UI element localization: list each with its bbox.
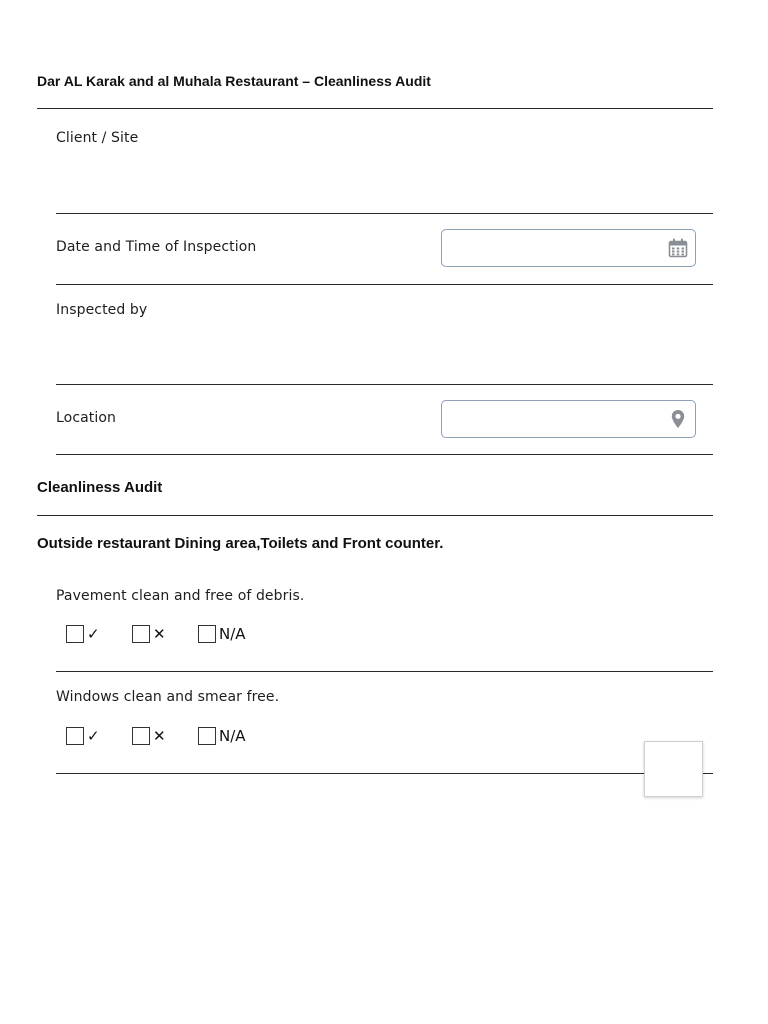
divider — [56, 454, 713, 455]
inspected-by-label: Inspected by — [56, 302, 148, 318]
map-pin-icon[interactable] — [668, 409, 688, 429]
divider — [37, 108, 713, 109]
question-text: Pavement clean and free of debris. — [56, 588, 305, 604]
check-mark-icon: ✓ — [87, 727, 100, 745]
divider — [56, 284, 713, 285]
floating-action-box[interactable] — [644, 741, 703, 797]
checkbox[interactable] — [198, 625, 216, 643]
calendar-icon[interactable] — [668, 238, 688, 258]
na-label: N/A — [219, 727, 246, 745]
cross-mark-icon: ✕ — [153, 625, 166, 643]
divider — [56, 384, 713, 385]
option-na[interactable] — [198, 623, 246, 645]
section-title-cleanliness-audit: Cleanliness Audit — [37, 479, 163, 496]
divider — [56, 213, 713, 214]
date-time-field[interactable] — [441, 229, 696, 267]
check-mark-icon: ✓ — [87, 625, 100, 643]
checkbox[interactable] — [66, 625, 84, 643]
document-title: Dar AL Karak and al Muhala Restaurant – Cleanliness Audit — [37, 73, 431, 89]
checkbox[interactable] — [132, 625, 150, 643]
location-field[interactable] — [441, 400, 696, 438]
section-title-outside: Outside restaurant Dining area,Toilets and Front counter. — [37, 535, 444, 552]
option-no[interactable] — [132, 623, 166, 645]
date-time-label: Date and Time of Inspection — [56, 239, 257, 255]
option-no[interactable] — [132, 725, 166, 747]
client-site-label: Client / Site — [56, 130, 139, 146]
checkbox[interactable] — [66, 727, 84, 745]
divider — [56, 773, 713, 774]
divider — [37, 515, 713, 516]
na-label: N/A — [219, 625, 246, 643]
divider — [56, 671, 713, 672]
location-label: Location — [56, 410, 117, 426]
question-text: Windows clean and smear free. — [56, 689, 280, 705]
option-na[interactable] — [198, 725, 246, 747]
checkbox[interactable] — [198, 727, 216, 745]
cross-mark-icon: ✕ — [153, 727, 166, 745]
option-yes[interactable] — [66, 623, 100, 645]
checkbox[interactable] — [132, 727, 150, 745]
option-yes[interactable] — [66, 725, 100, 747]
